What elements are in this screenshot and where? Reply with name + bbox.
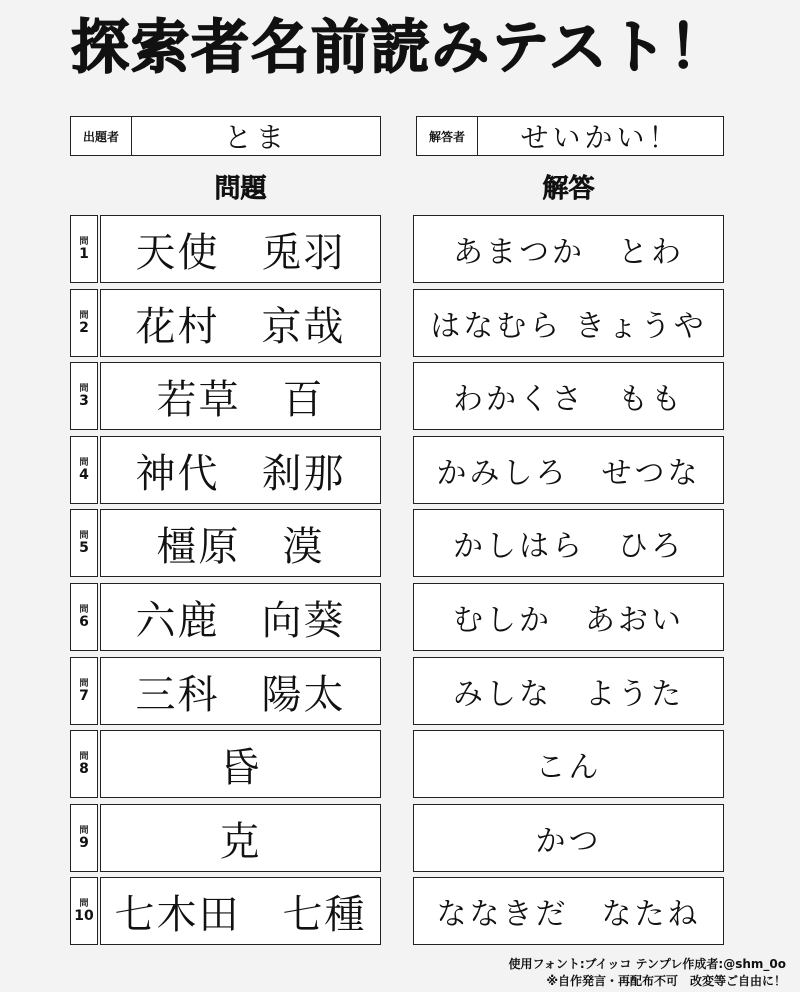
question-name: 橿原 漠 (100, 509, 381, 577)
question-number (70, 509, 98, 577)
question-number-digit: 5 (79, 539, 89, 556)
answer-reading: みしな ようた (413, 657, 724, 725)
answer-reading: こん (413, 730, 724, 798)
question-number-kanji: 問 (79, 457, 89, 468)
question-number (70, 289, 98, 357)
setter-label: 出題者 (71, 117, 132, 155)
question-number (70, 657, 98, 725)
question-name: 三科 陽太 (100, 657, 381, 725)
question-number-kanji: 問 (79, 825, 89, 836)
question-number (70, 362, 98, 430)
question-number-digit: 1 (79, 245, 89, 262)
footer-credit: 使用フォント:ブイッコ テンプレ作成者:@shm_0o (508, 957, 786, 971)
question-number (70, 804, 98, 872)
question-number-digit: 10 (74, 907, 94, 924)
setter-box (70, 116, 381, 156)
question-number-kanji: 問 (79, 310, 89, 321)
answer-reading: かしはら ひろ (413, 509, 724, 577)
question-name: 花村 京哉 (100, 289, 381, 357)
answer-reading: あまつか とわ (413, 215, 724, 283)
question-name: 六鹿 向葵 (100, 583, 381, 651)
question-number-digit: 7 (79, 687, 89, 704)
question-number (70, 583, 98, 651)
question-name: 昏 (100, 730, 381, 798)
question-header: 問題 (214, 174, 267, 204)
answer-reading: わかくさ もも (413, 362, 724, 430)
question-number-kanji: 問 (79, 898, 89, 909)
question-number (70, 215, 98, 283)
question-number-digit: 4 (79, 466, 89, 483)
setter-value: とま (223, 121, 288, 154)
question-number-kanji: 問 (79, 751, 89, 762)
footer-note: ※自作発言・再配布不可 改変等ご自由に！ (546, 974, 786, 988)
question-number-kanji: 問 (79, 236, 89, 247)
question-name: 克 (100, 804, 381, 872)
question-number-kanji: 問 (79, 383, 89, 394)
answer-reading: むしか あおい (413, 583, 724, 651)
answer-reading: かつ (413, 804, 724, 872)
question-name: 若草 百 (100, 362, 381, 430)
question-number-kanji: 問 (79, 678, 89, 689)
answer-reading: はなむら きょうや (413, 289, 724, 357)
question-number-digit: 9 (79, 834, 89, 851)
answer-reading: かみしろ せつな (413, 436, 724, 504)
answerer-value: せいかい！ (520, 121, 681, 154)
question-number-kanji: 問 (79, 604, 89, 615)
answerer-label: 解答者 (417, 117, 478, 155)
page-title: 探索者名前読みテスト！ (71, 13, 729, 81)
question-number-digit: 3 (79, 392, 89, 409)
question-number-kanji: 問 (79, 530, 89, 541)
question-number-digit: 8 (79, 760, 89, 777)
answer-reading: ななきだ なたね (413, 877, 724, 945)
answer-header: 解答 (542, 174, 595, 204)
question-name: 七木田 七種 (100, 877, 381, 945)
question-number-digit: 6 (79, 613, 89, 630)
question-name: 天使 兎羽 (100, 215, 381, 283)
question-number-digit: 2 (79, 319, 89, 336)
question-number (70, 436, 98, 504)
question-number (70, 730, 98, 798)
answerer-box (416, 116, 724, 156)
question-name: 神代 刹那 (100, 436, 381, 504)
question-number (70, 877, 98, 945)
